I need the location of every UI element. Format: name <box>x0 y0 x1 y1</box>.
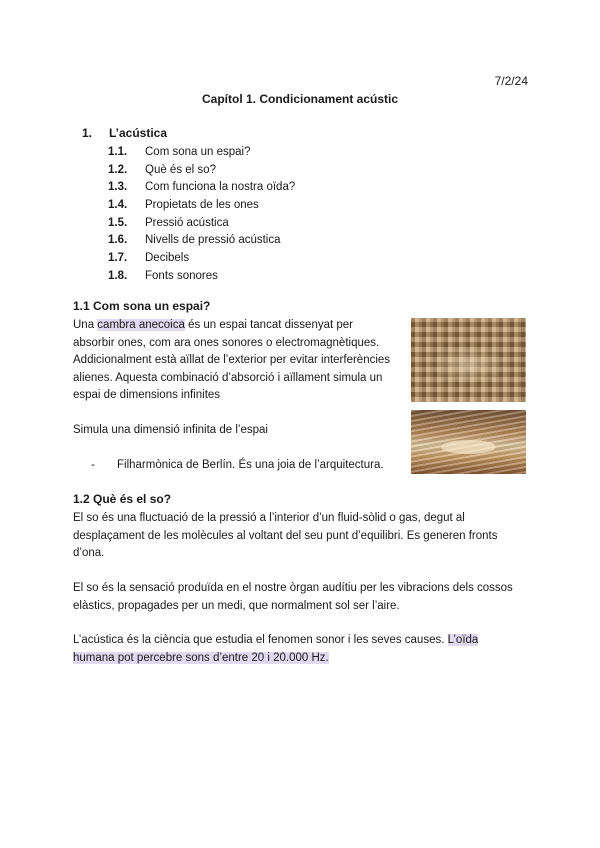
toc-main-label: L’acústica <box>109 126 168 140</box>
toc-item-label: Pressió acústica <box>145 216 229 229</box>
toc-item-label: Nivells de pressió acústica <box>145 234 281 247</box>
toc-main-number: 1. <box>82 126 93 140</box>
paragraph-line: elàstics, propagades per un medi, que normalment sol ser l’aire. <box>73 599 400 612</box>
highlighted-text: cambra anecoica <box>97 319 185 331</box>
toc-item-label: Com sona un espai? <box>145 146 251 158</box>
paragraph-line <box>73 632 478 650</box>
toc-item-number: 1.8. <box>108 269 128 282</box>
text-run: Una <box>73 319 98 331</box>
toc-item <box>108 250 295 268</box>
toc-item-number: 1.3. <box>108 181 128 194</box>
toc-item <box>108 179 295 197</box>
paragraph-line: desplaçament de les molècules al voltant del seu punt d’equilibri. Es generen fronts <box>73 529 498 542</box>
sound-sensation-paragraph <box>73 580 513 615</box>
section-heading-1-2: 1.2 Què és el so? <box>73 492 172 506</box>
paragraph-line: d’ona. <box>73 547 105 560</box>
toc-item-number: 1.4. <box>108 199 128 212</box>
sound-definition-paragraph <box>73 510 497 563</box>
anechoic-chamber-image <box>411 318 526 402</box>
toc-item-label: Fonts sonores <box>145 269 218 282</box>
chapter-title: Capítol 1. Condicionament acústic <box>201 92 399 106</box>
infinite-dimension-paragraph: Simula una dimensió infinita de l’espai <box>73 424 268 436</box>
anechoic-chamber-paragraph <box>73 317 403 405</box>
toc-item-label: Propietats de les ones <box>145 199 259 212</box>
toc-item-number: 1.1. <box>108 146 128 158</box>
toc-item-number: 1.6. <box>108 234 128 247</box>
text-run: L’acústica és la ciència que estudia el fenomen sonor i les seves causes. <box>73 634 448 646</box>
toc-item-label: Decibels <box>145 252 190 265</box>
paragraph-line: espai de dimensions infinites <box>73 389 221 402</box>
paragraph-line: El so és una fluctuació de la pressió a l’interior d’un fluid-sòlid o gas, degut al <box>73 512 465 524</box>
toc-item-number: 1.5. <box>108 216 128 229</box>
toc-item <box>108 197 295 215</box>
paragraph-line <box>73 650 478 668</box>
section-heading-1-1: 1.1 Com sona un espai? <box>73 299 211 313</box>
toc-item-number: 1.2. <box>108 163 128 176</box>
toc-item <box>108 144 295 162</box>
paragraph-line: absorbir ones, com ara ones sonores o electromagnètiques. <box>73 336 380 349</box>
bullet-dash: - <box>91 459 95 471</box>
toc-item-label: Com funciona la nostra oïda? <box>145 181 296 194</box>
toc-list <box>108 144 295 286</box>
toc-main-heading <box>82 126 167 140</box>
highlighted-text: L’oïda <box>447 634 479 646</box>
bullet-text: Filharmònica de Berlín. És una joia de l’arquitectura. <box>117 459 384 471</box>
highlighted-text: humana pot percebre sons d’entre 20 i 20.000 Hz. <box>73 651 329 664</box>
acoustics-paragraph <box>73 632 478 667</box>
toc-item-label: Què és el so? <box>145 163 216 176</box>
paragraph-line: alienes. Aquesta combinació d’absorció i aïllament simula un <box>73 371 383 384</box>
toc-item <box>108 268 295 286</box>
toc-item <box>108 162 295 180</box>
toc-item <box>108 232 295 250</box>
toc-item-number: 1.7. <box>108 252 128 265</box>
document-date: 7/2/24 <box>494 74 528 88</box>
paragraph-line: Addicionalment està aïllat de l’exterior per evitar interferències <box>73 354 391 367</box>
toc-item <box>108 215 295 233</box>
paragraph-line: El so és la sensació produïda en el nostre òrgan audítiu per les vibracions dels cossos <box>73 582 513 594</box>
text-run: és un espai tancat dissenyat per <box>184 319 354 331</box>
paragraph-line <box>73 317 403 335</box>
berlin-philharmonic-image <box>411 410 526 474</box>
bullet-item <box>73 457 384 475</box>
